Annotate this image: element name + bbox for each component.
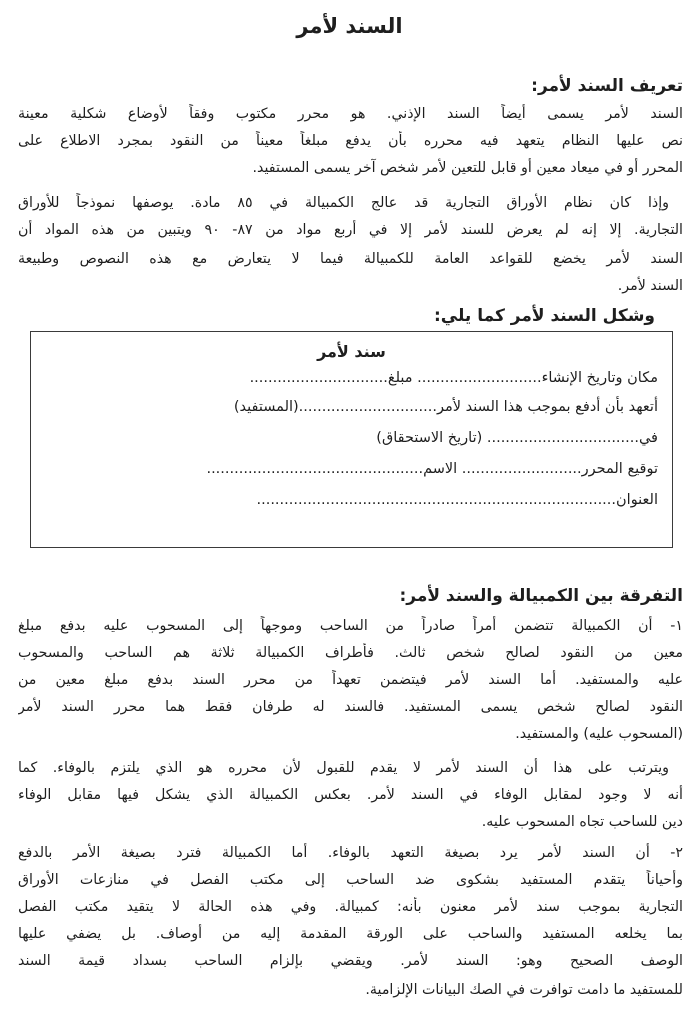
difference-line: ويترتب على هذا أن السند لأمر لا يقدم للقبول لأن محرره هو الذي يلتزم بالوفاء. كما	[18, 760, 669, 776]
form-line-due-date: في................................. (تاريخ الاستحقاق)	[376, 430, 658, 446]
difference-line: عليه والمستفيد. أما السند لأمر فيتضمن تعهداً من محرر السند بدفع مبلغ معين من	[18, 672, 683, 688]
difference-line: النقود لصالح شخص يسمى المستفيد. فالسند له طرفان فقط هما محرر السند لأمر	[18, 699, 683, 715]
definition-line: السند لأمر يخضع للقواعد العامة للكمبيالة فيما لا يتعارض مع هذه النصوص وطبيعة	[18, 251, 683, 267]
difference-line: التجارية بموجب سند لأمر معنون بأنه: كمبيالة. وفي هذه الحالة لا يتقيد مكتب الفصل	[18, 899, 683, 915]
difference-line: للمستفيد ما دامت توافرت في الصك البيانات الإلزامية.	[365, 982, 683, 998]
definition-heading: تعريف السند لأمر:	[531, 76, 683, 96]
definition-line: السند لأمر يسمى أيضاً السند الإذني. هو محرر مكتوب وفقاً لأوضاع شكلية معينة	[18, 106, 683, 122]
difference-heading: التفرقة بين الكمبيالة والسند لأمر:	[399, 586, 683, 606]
difference-line: وأحياناً يتقدم المستفيد بشكوى ضد الساحب إلى مكتب الفصل في منازعات الأوراق	[18, 872, 683, 888]
page-title: السند لأمر	[296, 14, 403, 38]
difference-line: الوصف الصحيح وهو: السند لأمر. ويقضي بإلزام الساحب بسداد قيمة السند	[18, 953, 683, 969]
definition-line: نص عليها النظام يتعهد فيه محرره بأن يدفع مبلغاً معيناً من النقود بمجرد الاطلاع على	[18, 133, 683, 149]
definition-line: المحرر أو في ميعاد معين أو قابل للتعين لأمر شخص آخر يسمى المستفيد.	[252, 160, 683, 176]
promissory-note-form	[30, 331, 673, 548]
difference-line: (المسحوب عليه) والمستفيد.	[515, 726, 683, 742]
definition-line: التجارية. إلا إنه لم يعرض للسند لأمر إلا في أربع مواد من ٨٧- ٩٠ ويتبين من هذه المواد أن	[18, 222, 683, 238]
form-line-pledge-beneficiary: أتعهد بأن أدفع بموجب هذا السند لأمر..............................(المستفيد)	[233, 399, 658, 415]
difference-line: بما يخلعه المستفيد والساحب على الورقة المقدمة إليه من أوصاف. بل يضفي عليها	[18, 926, 683, 942]
definition-line: وإذا كان نظام الأوراق التجارية قد عالج الكمبيالة في ٨٥ مادة. يوصفها نموذجاً للأوراق	[18, 195, 669, 211]
difference-line: معين من النقود لصالح شخص ثالث. فأطراف الكمبيالة ثلاثة هم الساحب والمسحوب	[18, 645, 683, 661]
difference-line: دين للساحب تجاه المسحوب عليه.	[481, 814, 683, 830]
difference-line: ٢- أن السند لأمر يرد بصيغة التعهد بالوفاء. أما الكمبيالة فترد بصيغة الأمر بالدفع	[18, 845, 683, 861]
difference-line: أنه لا وجود لمقابل الوفاء في السند لأمر. بعكس الكمبيالة الذي يشكل فيها مقابل الوفاء	[18, 787, 683, 803]
form-line-address: العنوان..............................................................................	[256, 492, 658, 508]
definition-line: السند لأمر.	[617, 278, 683, 294]
form-box-title: سند لأمر	[317, 342, 386, 361]
form-line-signature-name: توقيع المحرر.......................... الاسم...............................................	[206, 461, 658, 477]
form-heading: وشكل السند لأمر كما يلي:	[433, 306, 655, 326]
form-line-place-date-amount: مكان وتاريخ الإنشاء........................... مبلغ..............................	[249, 370, 658, 386]
difference-line: ١- أن الكمبيالة تتضمن أمراً صادراً من الساحب وموجهاً إلى المسحوب عليه بدفع مبلغ	[18, 618, 683, 634]
